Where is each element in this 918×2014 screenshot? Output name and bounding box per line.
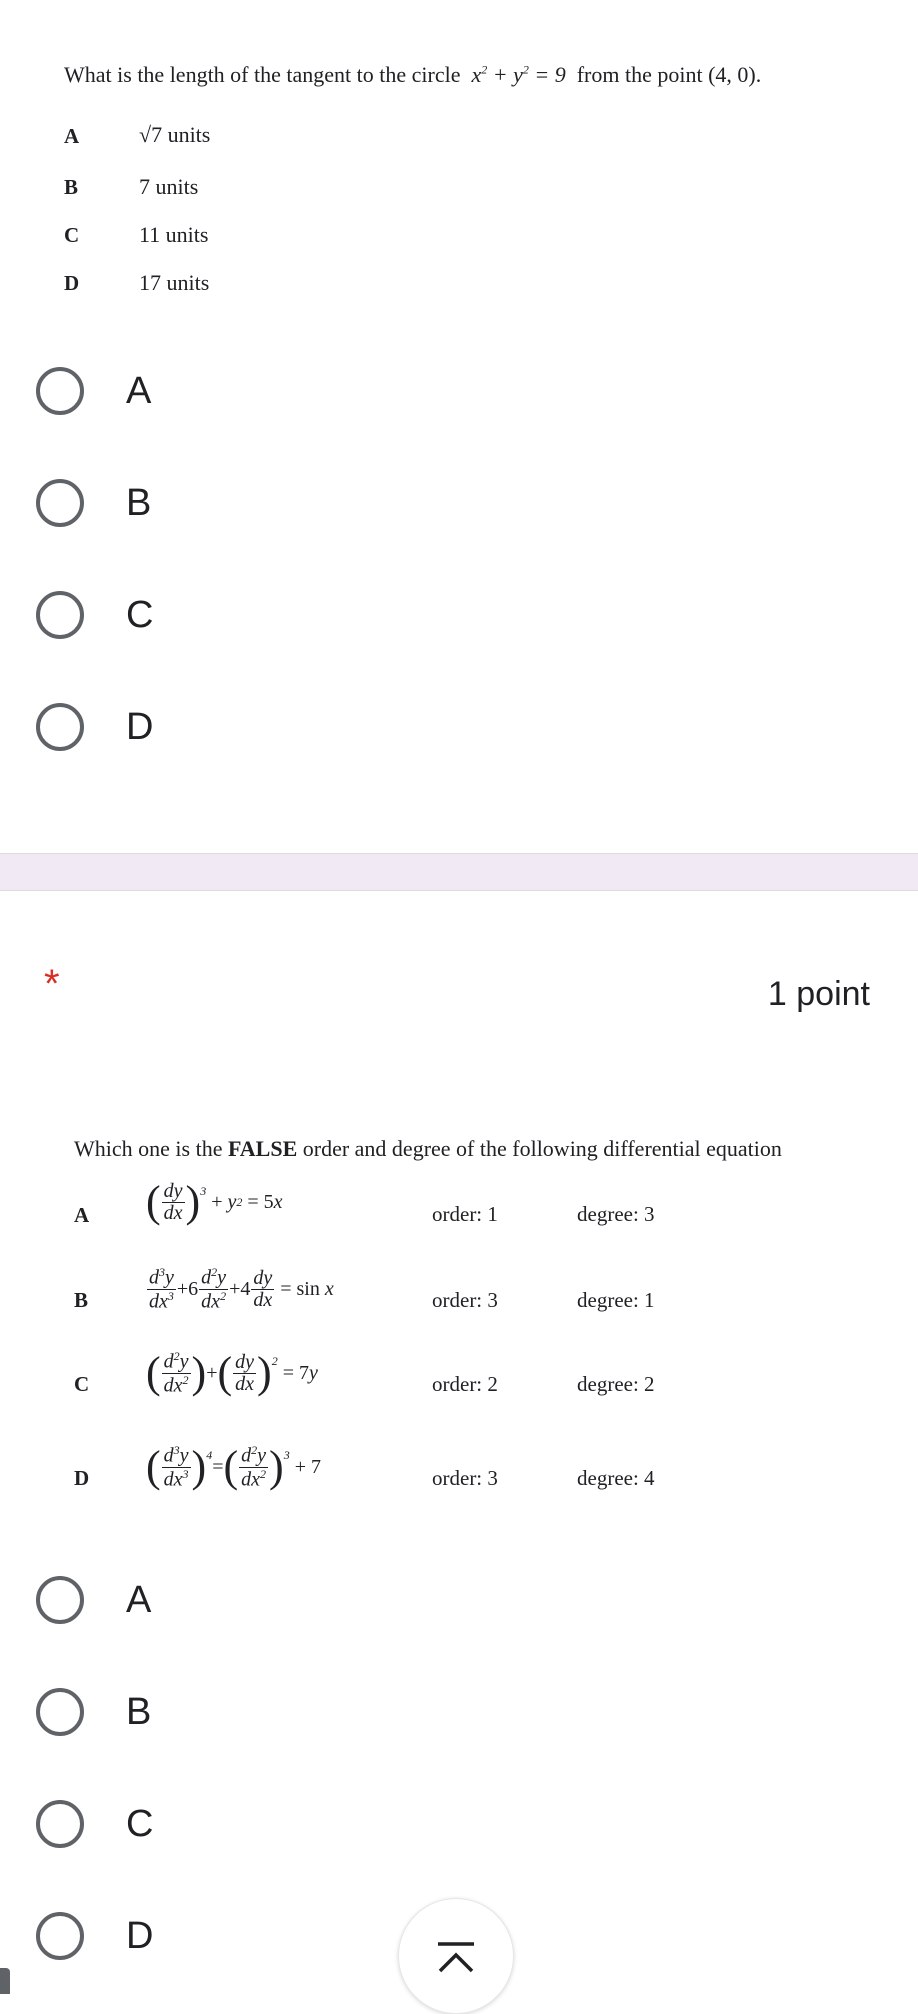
radio-circle-icon[interactable]: [36, 1800, 84, 1848]
q2-radio-option-b[interactable]: [36, 1682, 151, 1742]
q2-radio-option-a[interactable]: [36, 1570, 151, 1630]
q1-option-text-a: √7 units: [139, 122, 211, 147]
required-asterisk: *: [44, 962, 60, 1006]
question-1-text: What is the length of the tangent to the circle $x^2 + y^2 = 9$ from the point (4, 0).: [64, 62, 762, 87]
q2-order-d: order: 3: [432, 1466, 498, 1490]
radio-circle-icon[interactable]: [36, 591, 84, 639]
q1-option-letter-d: D: [64, 271, 80, 295]
radio-circle-icon[interactable]: [36, 367, 84, 415]
circle-equation: $x^2 + y^2 = 9$: [465, 62, 572, 87]
q1-option-text-b: 7 units: [139, 174, 199, 199]
q2-degree-c: degree: 2: [577, 1372, 655, 1396]
q1-radio-option-c[interactable]: [36, 585, 153, 645]
radio-label: A: [126, 1578, 152, 1621]
chevron-up-icon: [434, 1941, 478, 1981]
question-2-text: Which one is the FALSE order and degree of the following differential equation: [74, 1136, 782, 1161]
section-divider: [0, 853, 918, 891]
q2-degree-d: degree: 4: [577, 1466, 655, 1490]
scroll-to-top-button[interactable]: [398, 1898, 514, 2014]
q1-option-letter-b: B: [64, 175, 79, 199]
radio-label: B: [126, 1690, 152, 1733]
q2-radio-option-c[interactable]: [36, 1794, 153, 1854]
q1-option-text-d: 17 units: [139, 270, 210, 295]
equation-d: ( $\frac{d^3y}{dx^3}$ ) $^4$ = ( $\frac{d^2y}{dx^2}$ ) $^3$ + 7: [146, 1442, 321, 1492]
radio-label: D: [126, 705, 154, 748]
q2-order-b: order: 3: [432, 1288, 498, 1312]
q2-row-letter-a: A: [74, 1203, 90, 1227]
radio-label: A: [126, 369, 152, 412]
radio-circle-icon[interactable]: [36, 703, 84, 751]
points-label: 1 point: [767, 975, 870, 1013]
q1-radio-option-a[interactable]: [36, 361, 151, 421]
radio-circle-icon[interactable]: [36, 1576, 84, 1624]
radio-label: D: [126, 1914, 154, 1957]
q2-order-c: order: 2: [432, 1372, 498, 1396]
edge-handle: [0, 1968, 10, 1994]
equation-c: ( $\frac{d^2y}{dx^2}$ ) + ( $\frac{dy}{dx}$ ) $^2$ = 7 y: [146, 1348, 318, 1398]
q1-option-letter-c: C: [64, 223, 80, 247]
radio-label: C: [126, 1802, 154, 1845]
q2-row-letter-d: D: [74, 1466, 90, 1490]
q2-radio-option-d[interactable]: [36, 1906, 153, 1966]
q1-option-letter-a: A: [64, 124, 80, 148]
q1-radio-option-b[interactable]: [36, 473, 151, 533]
equation-b: $\frac{d^3y}{dx^3}$ +6 $\frac{d^2y}{dx^2}$ +4 $\frac{dy}{dx}$ = sin x: [149, 1265, 334, 1313]
q2-row-letter-c: C: [74, 1372, 90, 1396]
q1-option-text-c: 11 units: [139, 222, 209, 247]
q2-degree-b: degree: 1: [577, 1288, 655, 1312]
radio-circle-icon[interactable]: [36, 1688, 84, 1736]
q2-degree-a: degree: 3: [577, 1202, 655, 1226]
radio-circle-icon[interactable]: [36, 1912, 84, 1960]
q2-row-letter-b: B: [74, 1288, 89, 1312]
equation-a: ( $\frac{dy}{dx}$ ) $^3$ + y 2 = 5 x: [146, 1177, 283, 1226]
radio-label: B: [126, 481, 152, 524]
radio-circle-icon[interactable]: [36, 479, 84, 527]
q2-order-a: order: 1: [432, 1202, 498, 1226]
q1-radio-option-d[interactable]: [36, 697, 153, 757]
radio-label: C: [126, 593, 154, 636]
